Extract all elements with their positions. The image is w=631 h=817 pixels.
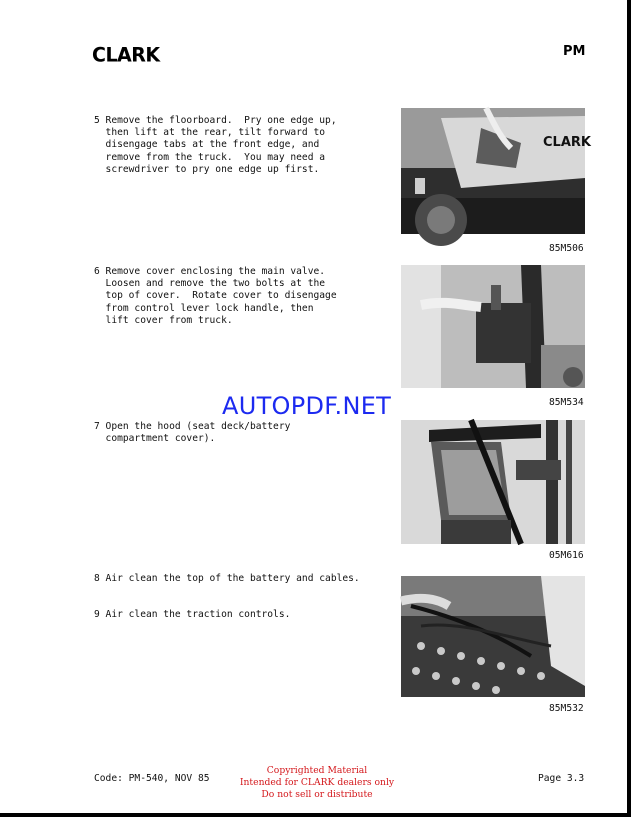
page-border-bottom	[0, 813, 631, 817]
section-label: PM	[563, 44, 586, 59]
figure-hood-open-photo	[401, 420, 585, 544]
step-9-text: 9 Air clean the traction controls.	[94, 609, 291, 620]
step-7-text: 7 Open the hood (seat deck/battery compartment cover).	[94, 421, 291, 445]
page-border-right	[627, 0, 631, 817]
figure-caption-05M616: 05M616	[549, 550, 584, 561]
figure-caption-85M534: 85M534	[549, 397, 584, 408]
watermark-text: AUTOPDF.NET	[222, 392, 392, 420]
figure-valve-cover-photo	[401, 265, 585, 388]
footer-code: Code: PM-540, NOV 85	[94, 773, 210, 784]
clark-decal-text	[543, 135, 592, 150]
figure-floorboard-photo	[401, 108, 591, 234]
figure-caption-85M506: 85M506	[549, 243, 584, 254]
copyright-line: Intended for CLARK dealers only	[239, 777, 395, 789]
step-6-text: 6 Remove cover enclosing the main valve. Loosen and remove the two bolts at the top of cover. Rotate cover to disengage from control lever lock handle, then lift cover from truck.	[94, 266, 337, 326]
step-8-text: 8 Air clean the top of the battery and cables.	[94, 573, 360, 584]
step-5-text: 5 Remove the floorboard. Pry one edge up, then lift at the rear, tilt forward to disengage tabs at the front edge, and remove from the truck. You may need a screwdriver to pry one edge up first.	[94, 115, 337, 175]
brand-logo: CLARK	[92, 43, 160, 67]
svg-text:CLARK: CLARK	[543, 135, 591, 150]
copyright-notice	[232, 765, 402, 802]
page-number: Page 3.3	[538, 773, 585, 784]
figure-battery-photo	[401, 576, 585, 697]
copyright-line: Do not sell or distribute	[261, 789, 373, 801]
copyright-line: Copyrighted Material	[266, 765, 368, 776]
figure-caption-85M532: 85M532	[549, 703, 584, 714]
